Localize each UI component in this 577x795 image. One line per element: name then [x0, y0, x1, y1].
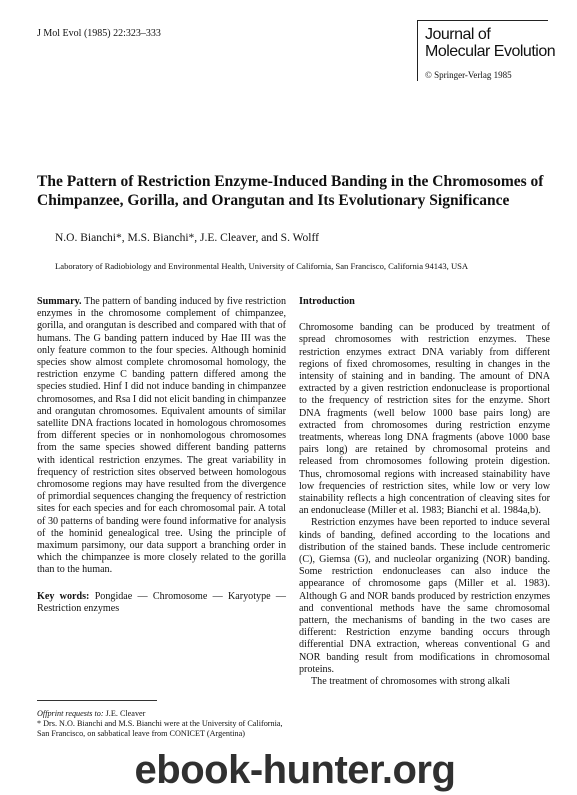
left-column [37, 296, 286, 615]
keywords-text: Pongidae — Chromosome — Karyotype — Restriction enzymes [37, 590, 286, 614]
journal-copyright: © Springer-Verlag 1985 [425, 70, 512, 80]
summary-heading: Summary. [37, 296, 82, 307]
summary-text: The pattern of banding induced by five restriction enzymes in the chromosome complement of chimpanzee, gorilla, and orangutan is described and compared with that of humans. The G banding pattern induced by Hae III was the only feature common to the four species. Although hominid species show almost complete chromosomal homology, the restriction enzyme C banding pattern differed among the species studied. Hinf I did not induce banding in chimpanzee chromosomes, and Rsa I did not elicit banding in chimpanzee and orangutan chromosomes. Equivalent amounts of similar satellite DNA fractions located in homologous chromosomes from different species or in nonhomologous chromosomes from the same species showed different banding patterns with identical restriction enzymes. The great variability in frequency of restriction sites observed between homologous chromosome regions may have resulted from the divergence of primordial sequences changing the frequency of restriction sites for each species and for each chromosomal pair. A total of 30 patterns of banding were found informative for analysis of the hominid genealogical tree. Using the principle of maximum parsimony, our data support a branching order in which the chimpanzee is more closely related to the gorilla than to the human. [37, 296, 287, 576]
introduction-paragraph-1: Chromosome banding can be produced by treatment of spread chromosomes with restriction enzymes. These restriction enzymes extract DNA variably from different regions of fixed chromosomes, resulting in changes in the intensity of staining and in banding. The amount of DNA extracted by a given restriction endonuclease is proportional to the frequency of restriction sites for the enzyme. Short DNA fragments (well below 1000 base pairs long) are extracted from chromosomes during restriction enzyme treatments, whereas long DNA fragments (above 1000 base pairs long) are retained by chromosomal proteins and released from chromosomes following protein digestion. Thus, chromosomal regions with increased stainability have low frequencies of restriction sites, while low or very low stainability reflects a high concentration of cleaving sites for an endonuclease (Miller et al. 1983; Bianchi et al. 1984a,b). [299, 322, 550, 517]
right-column [299, 296, 550, 688]
footnotes [37, 709, 286, 739]
journal-title-line2: Molecular Evolution [425, 43, 556, 60]
keywords-heading: Key words: [37, 590, 90, 602]
journal-citation: J Mol Evol (1985) 22:323–333 [37, 28, 161, 39]
watermark: ebook-hunter.org [134, 748, 456, 792]
introduction-paragraph-3: The treatment of chromosomes with strong alkali [311, 676, 511, 688]
article-title: The Pattern of Restriction Enzyme-Induced Banding in the Chromosomes of Chimpanzee, Gorilla, and Orangutan and Its Evolutionary Significance [37, 173, 544, 209]
offprint-name: J.E. Cleaver [105, 709, 146, 718]
journal-title-line1: Journal of [425, 26, 491, 43]
offprint-label: Offprint requests to: [37, 709, 104, 718]
introduction-heading: Introduction [299, 296, 355, 307]
introduction-paragraph-2: Restriction enzymes have been reported to induce several kinds of banding, defined according to the locations and distribution of the stained bands. These include centromeric (C), Giemsa (G), and nucleolar organizing (NOR) banding. Some restriction endonucleases can also induce the appearance of chromosome gaps (Miller et al. 1983). Although G and NOR bands produced by restriction enzymes and conventional methods have the same chromosomal pattern, the mechanisms of banding in the two cases are different: Restriction enzyme banding occurs through differential DNA extraction, whereas conventional G and NOR banding result from modifications in chromosomal proteins. [299, 517, 550, 675]
author-footnote: * Drs. N.O. Bianchi and M.S. Bianchi were at the University of California, San Francisco, on sabbatical leave from CONICET (Argentina) [37, 719, 283, 738]
journal-title [425, 26, 555, 60]
offprint-note [37, 709, 286, 719]
keywords-paragraph [37, 591, 286, 615]
article-authors: N.O. Bianchi*, M.S. Bianchi*, J.E. Cleaver, and S. Wolff [55, 232, 319, 244]
author-affiliation: Laboratory of Radiobiology and Environmental Health, University of California, San Francisco, California 94143, USA [55, 261, 469, 271]
footnote-divider [37, 700, 157, 701]
summary-paragraph [37, 296, 286, 577]
